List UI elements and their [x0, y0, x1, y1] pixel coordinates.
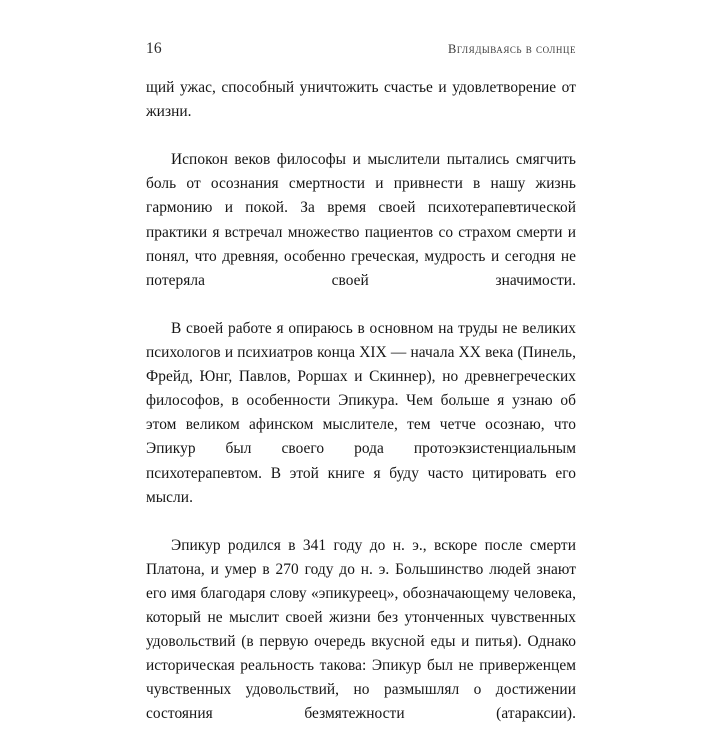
paragraph-2: Испокон веков философы и мыслители пытались смягчить боль от осознания смертности и привнести в нашу жизнь гармонию и покой. За время своей психотерапевтической практики я встречал множество пациентов со страхом смерти и понял, что древняя, особенно греческая, мудрость и сегодня не потеряла своей значимости. — [146, 151, 576, 289]
page-number: 16 — [146, 40, 162, 57]
body-text-block — [146, 76, 576, 751]
running-head-title: вглядываясь в солнце — [448, 42, 576, 56]
running-head — [146, 40, 576, 62]
paragraph-1: щий ужас, способный уничтожить счастье и удовлетворение от жизни. — [146, 79, 576, 121]
paragraph-3: В своей работе я опираюсь в основном на труды не великих психологов и психиатров конца XIX — начала XX века (Пинель, Фрейд, Юнг, Павлов, Роршах и Скиннер), но древнегреческих философов, в особенности Эпикура. Чем больше я узнаю об этом великом афинском мыслителе, тем четче осознаю, что Эпикур был своего рода протоэкзистенциальным психотерапевтом. В этой книге я буду часто цитировать его мысли. — [146, 319, 576, 506]
paragraph-4: Эпикур родился в 341 году до н. э., вскоре после смерти Платона, и умер в 270 году до н. э. Большинство людей знают его имя благодаря слову «эпикуреец», обозначающему человека, который не мыслит своей жизни без утонченных чувственных удовольствий (в первую очередь вкусной еды и питья). Однако историческая реальность такова: Эпикур был не приверженцем чувственных удовольствий, но размышлял о достижении состояния безмятежности (атараксии). — [146, 536, 576, 723]
